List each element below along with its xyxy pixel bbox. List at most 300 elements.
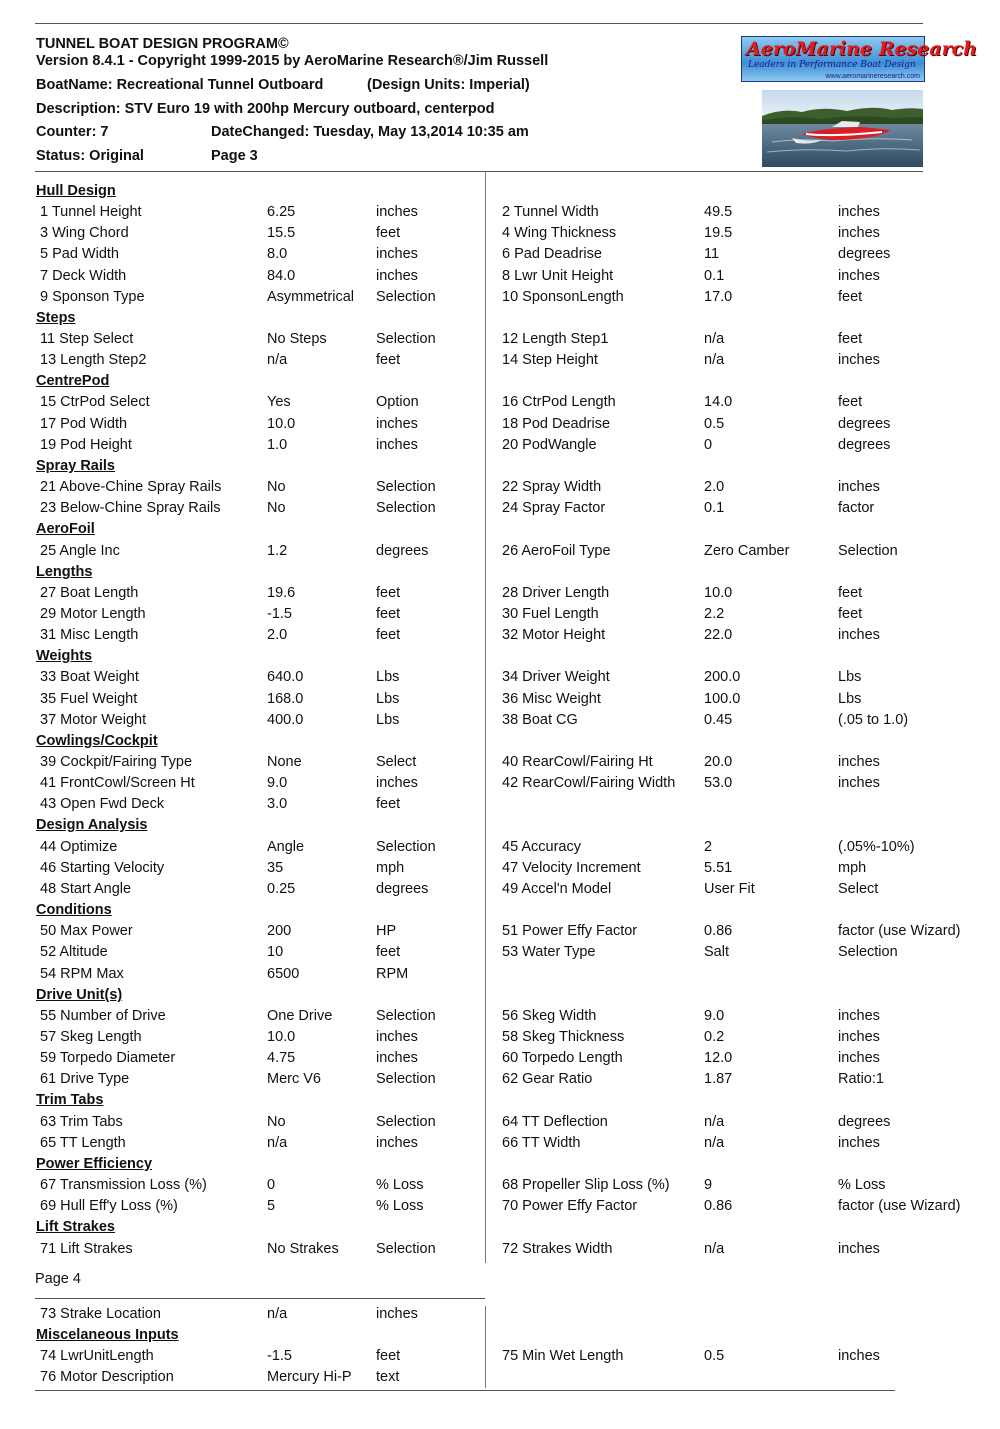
param-unit: feet <box>838 585 863 601</box>
param-unit: inches <box>838 754 880 770</box>
param-unit: Option <box>376 394 419 410</box>
param-unit: Lbs <box>376 691 400 707</box>
param-value: n/a <box>267 1135 288 1151</box>
param-label: 49 Accel'n Model <box>502 881 612 897</box>
param-label: 30 Fuel Length <box>502 606 599 622</box>
param-value: User Fit <box>704 881 755 897</box>
param-value: n/a <box>704 1241 725 1257</box>
boat-photo <box>762 90 923 167</box>
form-row <box>0 204 1000 225</box>
param-unit: feet <box>376 585 401 601</box>
form-row <box>0 1306 1000 1327</box>
param-unit: feet <box>838 394 863 410</box>
param-label: 55 Number of Drive <box>40 1008 166 1024</box>
param-value: 17.0 <box>704 289 733 305</box>
param-value: n/a <box>704 1114 725 1130</box>
form-row <box>0 627 1000 648</box>
param-value: 0.86 <box>704 1198 733 1214</box>
section-drive-unit-s: Drive Unit(s) <box>36 987 123 1003</box>
param-value: 0.86 <box>704 923 733 939</box>
param-value: No <box>267 479 286 495</box>
param-unit: Lbs <box>838 691 862 707</box>
form-row <box>0 268 1000 289</box>
param-value: 49.5 <box>704 204 733 220</box>
param-value: 12.0 <box>704 1050 733 1066</box>
param-value: 35 <box>267 860 284 876</box>
param-value: n/a <box>704 331 725 347</box>
form-row <box>0 712 1000 733</box>
section-hull-design: Hull Design <box>36 183 116 199</box>
param-unit: feet <box>376 944 401 960</box>
param-unit: inches <box>838 775 880 791</box>
top-rule <box>35 23 923 24</box>
param-value: 22.0 <box>704 627 733 643</box>
param-label: 38 Boat CG <box>502 712 578 728</box>
param-unit: Selection <box>376 1114 436 1130</box>
param-label: 52 Altitude <box>40 944 108 960</box>
param-unit: inches <box>838 627 880 643</box>
param-unit: inches <box>838 1050 880 1066</box>
param-label: 12 Length Step1 <box>502 331 609 347</box>
param-unit: inches <box>838 352 880 368</box>
form-row <box>0 585 1000 606</box>
param-label: 14 Step Height <box>502 352 598 368</box>
param-value: 8.0 <box>267 246 288 262</box>
param-label: 16 CtrPod Length <box>502 394 616 410</box>
param-value: 0.45 <box>704 712 733 728</box>
param-label: 13 Length Step2 <box>40 352 147 368</box>
param-label: 56 Skeg Width <box>502 1008 597 1024</box>
param-label: 2 Tunnel Width <box>502 204 599 220</box>
section-centrepod: CentrePod <box>36 373 110 389</box>
param-label: 35 Fuel Weight <box>40 691 138 707</box>
param-unit: inches <box>376 268 418 284</box>
form-row <box>0 691 1000 712</box>
param-unit: inches <box>376 416 418 432</box>
param-label: 3 Wing Chord <box>40 225 129 241</box>
param-value: Asymmetrical <box>267 289 355 305</box>
param-label: 45 Accuracy <box>502 839 581 855</box>
param-label: 44 Optimize <box>40 839 118 855</box>
param-unit: Selection <box>376 1241 436 1257</box>
param-unit: inches <box>838 1029 880 1045</box>
param-value: None <box>267 754 302 770</box>
param-unit: Select <box>376 754 417 770</box>
param-value: 1.0 <box>267 437 288 453</box>
param-label: 22 Spray Width <box>502 479 602 495</box>
param-label: 19 Pod Height <box>40 437 132 453</box>
param-label: 29 Motor Length <box>40 606 146 622</box>
header-rule <box>35 171 923 172</box>
param-label: 6 Pad Deadrise <box>502 246 602 262</box>
section-lift-strakes: Lift Strakes <box>36 1219 115 1235</box>
param-value: 0.5 <box>704 416 725 432</box>
section-conditions: Conditions <box>36 902 112 918</box>
param-value: 100.0 <box>704 691 741 707</box>
param-unit: inches <box>376 1135 418 1151</box>
description: Description: STV Euro 19 with 200hp Mercury outboard, centerpod <box>36 101 495 117</box>
param-label: 1 Tunnel Height <box>40 204 142 220</box>
param-label: 76 Motor Description <box>40 1369 174 1385</box>
param-value: n/a <box>267 352 288 368</box>
param-label: 41 FrontCowl/Screen Ht <box>40 775 195 791</box>
param-label: 37 Motor Weight <box>40 712 147 728</box>
form-row <box>0 1008 1000 1029</box>
param-value: 20.0 <box>704 754 733 770</box>
param-unit: feet <box>838 606 863 622</box>
logo-url: www.aeromarineresearch.com <box>825 73 920 80</box>
form-row <box>0 754 1000 775</box>
param-unit: inches <box>376 437 418 453</box>
param-value: -1.5 <box>267 1348 292 1364</box>
boat-name: BoatName: Recreational Tunnel Outboard <box>36 77 324 93</box>
version-line: Version 8.4.1 - Copyright 1999-2015 by AeroMarine Research®/Jim Russell <box>36 53 549 69</box>
form-row <box>0 394 1000 415</box>
param-value: No <box>267 1114 286 1130</box>
param-label: 36 Misc Weight <box>502 691 601 707</box>
param-label: 8 Lwr Unit Height <box>502 268 614 284</box>
param-value: 53.0 <box>704 775 733 791</box>
param-unit: inches <box>376 204 418 220</box>
param-value: 19.5 <box>704 225 733 241</box>
param-unit: feet <box>376 606 401 622</box>
param-unit: Selection <box>376 839 436 855</box>
param-unit: inches <box>376 1029 418 1045</box>
param-value: Angle <box>267 839 305 855</box>
param-unit: Selection <box>838 944 898 960</box>
param-value: 5 <box>267 1198 276 1214</box>
param-unit: degrees <box>376 543 429 559</box>
param-value: 2.0 <box>267 627 288 643</box>
param-unit: % Loss <box>376 1177 424 1193</box>
page4-rule-top <box>35 1298 485 1299</box>
logo-slogan: Leaders in Performance Boat Design <box>748 60 916 70</box>
param-label: 69 Hull Eff'y Loss (%) <box>40 1198 178 1214</box>
param-unit: mph <box>838 860 867 876</box>
section-cowlings-cockpit: Cowlings/Cockpit <box>36 733 158 749</box>
param-unit: inches <box>838 1135 880 1151</box>
param-label: 48 Start Angle <box>40 881 132 897</box>
param-unit: inches <box>838 1008 880 1024</box>
param-value: 15.5 <box>267 225 296 241</box>
param-label: 18 Pod Deadrise <box>502 416 611 432</box>
param-label: 73 Strake Location <box>40 1306 161 1322</box>
form-row <box>0 860 1000 881</box>
param-label: 11 Step Select <box>40 331 134 347</box>
form-row <box>0 775 1000 796</box>
form-row <box>0 437 1000 458</box>
form-row <box>0 923 1000 944</box>
param-unit: degrees <box>838 246 891 262</box>
section-weights: Weights <box>36 648 93 664</box>
param-value: 2.0 <box>704 479 725 495</box>
param-value: 2.2 <box>704 606 725 622</box>
param-value: 640.0 <box>267 669 304 685</box>
param-unit: degrees <box>838 416 891 432</box>
param-label: 46 Starting Velocity <box>40 860 165 876</box>
param-unit: Lbs <box>838 669 862 685</box>
param-label: 28 Driver Length <box>502 585 610 601</box>
param-label: 54 RPM Max <box>40 966 124 982</box>
form-row <box>0 500 1000 521</box>
param-label: 7 Deck Width <box>40 268 127 284</box>
param-label: 62 Gear Ratio <box>502 1071 593 1087</box>
param-unit: Selection <box>376 479 436 495</box>
param-label: 39 Cockpit/Fairing Type <box>40 754 193 770</box>
form-row <box>0 1050 1000 1071</box>
form-row <box>0 796 1000 817</box>
param-value: 168.0 <box>267 691 304 707</box>
param-unit: inches <box>838 1241 880 1257</box>
form-row <box>0 246 1000 267</box>
param-unit: inches <box>838 1348 880 1364</box>
param-label: 60 Torpedo Length <box>502 1050 623 1066</box>
param-label: 65 TT Length <box>40 1135 126 1151</box>
param-unit: factor (use Wizard) <box>838 1198 961 1214</box>
form-row <box>0 1177 1000 1198</box>
param-value: n/a <box>267 1306 288 1322</box>
param-value: Mercury Hi-P <box>267 1369 352 1385</box>
param-label: 43 Open Fwd Deck <box>40 796 165 812</box>
param-value: 200.0 <box>704 669 741 685</box>
param-label: 32 Motor Height <box>502 627 606 643</box>
param-value: 10 <box>267 944 284 960</box>
param-unit: text <box>376 1369 400 1385</box>
param-label: 67 Transmission Loss (%) <box>40 1177 207 1193</box>
param-value: 2 <box>704 839 713 855</box>
aeromarine-logo <box>741 36 977 82</box>
param-unit: degrees <box>838 437 891 453</box>
param-value: No <box>267 500 286 516</box>
param-value: 10.0 <box>704 585 733 601</box>
form-row <box>0 1369 1000 1390</box>
param-value: 9.0 <box>267 775 288 791</box>
param-value: 14.0 <box>704 394 733 410</box>
param-unit: Select <box>838 881 879 897</box>
form-row <box>0 543 1000 564</box>
logo-title: AeroMarine Research <box>746 38 977 60</box>
param-label: 63 Trim Tabs <box>40 1114 123 1130</box>
section-design-analysis: Design Analysis <box>36 817 148 833</box>
param-value: 0 <box>704 437 713 453</box>
param-unit: HP <box>376 923 397 939</box>
param-unit: Lbs <box>376 669 400 685</box>
param-label: 68 Propeller Slip Loss (%) <box>502 1177 670 1193</box>
param-unit: % Loss <box>376 1198 424 1214</box>
param-value: 10.0 <box>267 416 296 432</box>
param-label: 26 AeroFoil Type <box>502 543 611 559</box>
param-label: 50 Max Power <box>40 923 133 939</box>
param-value: Merc V6 <box>267 1071 321 1087</box>
param-label: 31 Misc Length <box>40 627 139 643</box>
param-label: 74 LwrUnitLength <box>40 1348 154 1364</box>
param-value: n/a <box>704 352 725 368</box>
form-row <box>0 1029 1000 1050</box>
param-value: No Steps <box>267 331 327 347</box>
param-label: 23 Below-Chine Spray Rails <box>40 500 221 516</box>
param-label: 21 Above-Chine Spray Rails <box>40 479 222 495</box>
param-value: Yes <box>267 394 291 410</box>
form-row <box>0 839 1000 860</box>
form-row <box>0 944 1000 965</box>
param-value: Salt <box>704 944 729 960</box>
param-value: Zero Camber <box>704 543 790 559</box>
section-power-efficiency: Power Efficiency <box>36 1156 153 1172</box>
form-row <box>0 289 1000 310</box>
param-unit: inches <box>838 268 880 284</box>
program-title: TUNNEL BOAT DESIGN PROGRAM© <box>36 36 289 52</box>
form-row <box>0 1071 1000 1092</box>
param-value: 9.0 <box>704 1008 725 1024</box>
status: Status: Original <box>36 148 144 164</box>
param-value: -1.5 <box>267 606 292 622</box>
param-unit: feet <box>838 331 863 347</box>
param-label: 47 Velocity Increment <box>502 860 641 876</box>
param-value: 0.1 <box>704 268 725 284</box>
form-row <box>0 1241 1000 1262</box>
param-value: 84.0 <box>267 268 296 284</box>
param-unit: degrees <box>838 1114 891 1130</box>
counter: Counter: 7 <box>36 124 109 140</box>
param-label: 34 Driver Weight <box>502 669 610 685</box>
param-label: 4 Wing Thickness <box>502 225 617 241</box>
param-value: 1.2 <box>267 543 288 559</box>
param-value: 19.6 <box>267 585 296 601</box>
param-label: 53 Water Type <box>502 944 596 960</box>
param-value: 11 <box>704 246 720 262</box>
param-label: 25 Angle Inc <box>40 543 120 559</box>
param-value: 5.51 <box>704 860 733 876</box>
param-unit: feet <box>376 796 401 812</box>
form-row <box>0 669 1000 690</box>
param-label: 42 RearCowl/Fairing Width <box>502 775 676 791</box>
param-label: 70 Power Effy Factor <box>502 1198 638 1214</box>
section-spray-rails: Spray Rails <box>36 458 115 474</box>
param-value: 6500 <box>267 966 300 982</box>
param-unit: Selection <box>376 1008 436 1024</box>
param-label: 61 Drive Type <box>40 1071 130 1087</box>
section-trim-tabs: Trim Tabs <box>36 1092 104 1108</box>
section-aerofoil: AeroFoil <box>36 521 95 537</box>
form-row <box>0 352 1000 373</box>
param-value: 10.0 <box>267 1029 296 1045</box>
boat-photo-image <box>762 90 923 167</box>
form-row <box>0 416 1000 437</box>
param-label: 59 Torpedo Diameter <box>40 1050 176 1066</box>
param-unit: inches <box>838 479 880 495</box>
param-unit: (.05 to 1.0) <box>838 712 909 728</box>
param-value: 9 <box>704 1177 713 1193</box>
date-changed: DateChanged: Tuesday, May 13,2014 10:35 am <box>211 124 529 140</box>
param-value: 0.2 <box>704 1029 725 1045</box>
param-label: 27 Boat Length <box>40 585 139 601</box>
param-label: 51 Power Effy Factor <box>502 923 638 939</box>
page4-label: Page 4 <box>35 1271 81 1287</box>
param-unit: inches <box>376 1050 418 1066</box>
param-value: 0 <box>267 1177 276 1193</box>
param-unit: inches <box>376 775 418 791</box>
param-label: 57 Skeg Length <box>40 1029 142 1045</box>
param-unit: Selection <box>376 331 436 347</box>
param-unit: feet <box>376 225 401 241</box>
param-unit: % Loss <box>838 1177 886 1193</box>
param-value: n/a <box>704 1135 725 1151</box>
form-row <box>0 881 1000 902</box>
param-label: 15 CtrPod Select <box>40 394 150 410</box>
param-unit: RPM <box>376 966 409 982</box>
param-value: 400.0 <box>267 712 304 728</box>
form-row <box>0 966 1000 987</box>
param-unit: mph <box>376 860 405 876</box>
param-label: 10 SponsonLength <box>502 289 624 305</box>
param-value: 0.1 <box>704 500 725 516</box>
param-unit: inches <box>376 1306 418 1322</box>
param-unit: degrees <box>376 881 429 897</box>
param-value: No Strakes <box>267 1241 339 1257</box>
param-unit: Selection <box>376 500 436 516</box>
section-lengths: Lengths <box>36 564 93 580</box>
param-unit: feet <box>376 1348 401 1364</box>
param-label: 58 Skeg Thickness <box>502 1029 625 1045</box>
param-label: 75 Min Wet Length <box>502 1348 624 1364</box>
bottom-rule <box>35 1390 895 1391</box>
param-value: 1.87 <box>704 1071 733 1087</box>
form-row <box>0 479 1000 500</box>
param-unit: feet <box>838 289 863 305</box>
section-steps: Steps <box>36 310 76 326</box>
page-number: Page 3 <box>211 148 258 164</box>
param-unit: Selection <box>376 1071 436 1087</box>
param-unit: Lbs <box>376 712 400 728</box>
form-row <box>0 606 1000 627</box>
param-unit: factor (use Wizard) <box>838 923 961 939</box>
param-unit: factor <box>838 500 875 516</box>
param-label: 24 Spray Factor <box>502 500 606 516</box>
form-row <box>0 1348 1000 1369</box>
param-unit: inches <box>376 246 418 262</box>
form-row <box>0 225 1000 246</box>
form-row <box>0 331 1000 352</box>
param-value: 200 <box>267 923 292 939</box>
param-value: 0.25 <box>267 881 296 897</box>
section-miscelaneous-inputs: Miscelaneous Inputs <box>36 1327 179 1343</box>
param-label: 33 Boat Weight <box>40 669 139 685</box>
param-label: 5 Pad Width <box>40 246 119 262</box>
param-label: 20 PodWangle <box>502 437 597 453</box>
param-unit: inches <box>838 204 880 220</box>
design-units: (Design Units: Imperial) <box>367 77 530 93</box>
form-row <box>0 1198 1000 1219</box>
param-unit: Selection <box>838 543 898 559</box>
param-label: 66 TT Width <box>502 1135 581 1151</box>
form-row <box>0 1114 1000 1135</box>
param-label: 17 Pod Width <box>40 416 128 432</box>
param-unit: (.05%-10%) <box>838 839 915 855</box>
param-value: 6.25 <box>267 204 296 220</box>
param-unit: inches <box>838 225 880 241</box>
param-unit: feet <box>376 627 401 643</box>
param-label: 72 Strakes Width <box>502 1241 613 1257</box>
param-value: 0.5 <box>704 1348 725 1364</box>
param-value: One Drive <box>267 1008 333 1024</box>
param-label: 64 TT Deflection <box>502 1114 608 1130</box>
param-label: 9 Sponson Type <box>40 289 145 305</box>
param-unit: Ratio:1 <box>838 1071 884 1087</box>
form-row <box>0 1135 1000 1156</box>
param-value: 4.75 <box>267 1050 296 1066</box>
param-value: 3.0 <box>267 796 288 812</box>
param-unit: feet <box>376 352 401 368</box>
